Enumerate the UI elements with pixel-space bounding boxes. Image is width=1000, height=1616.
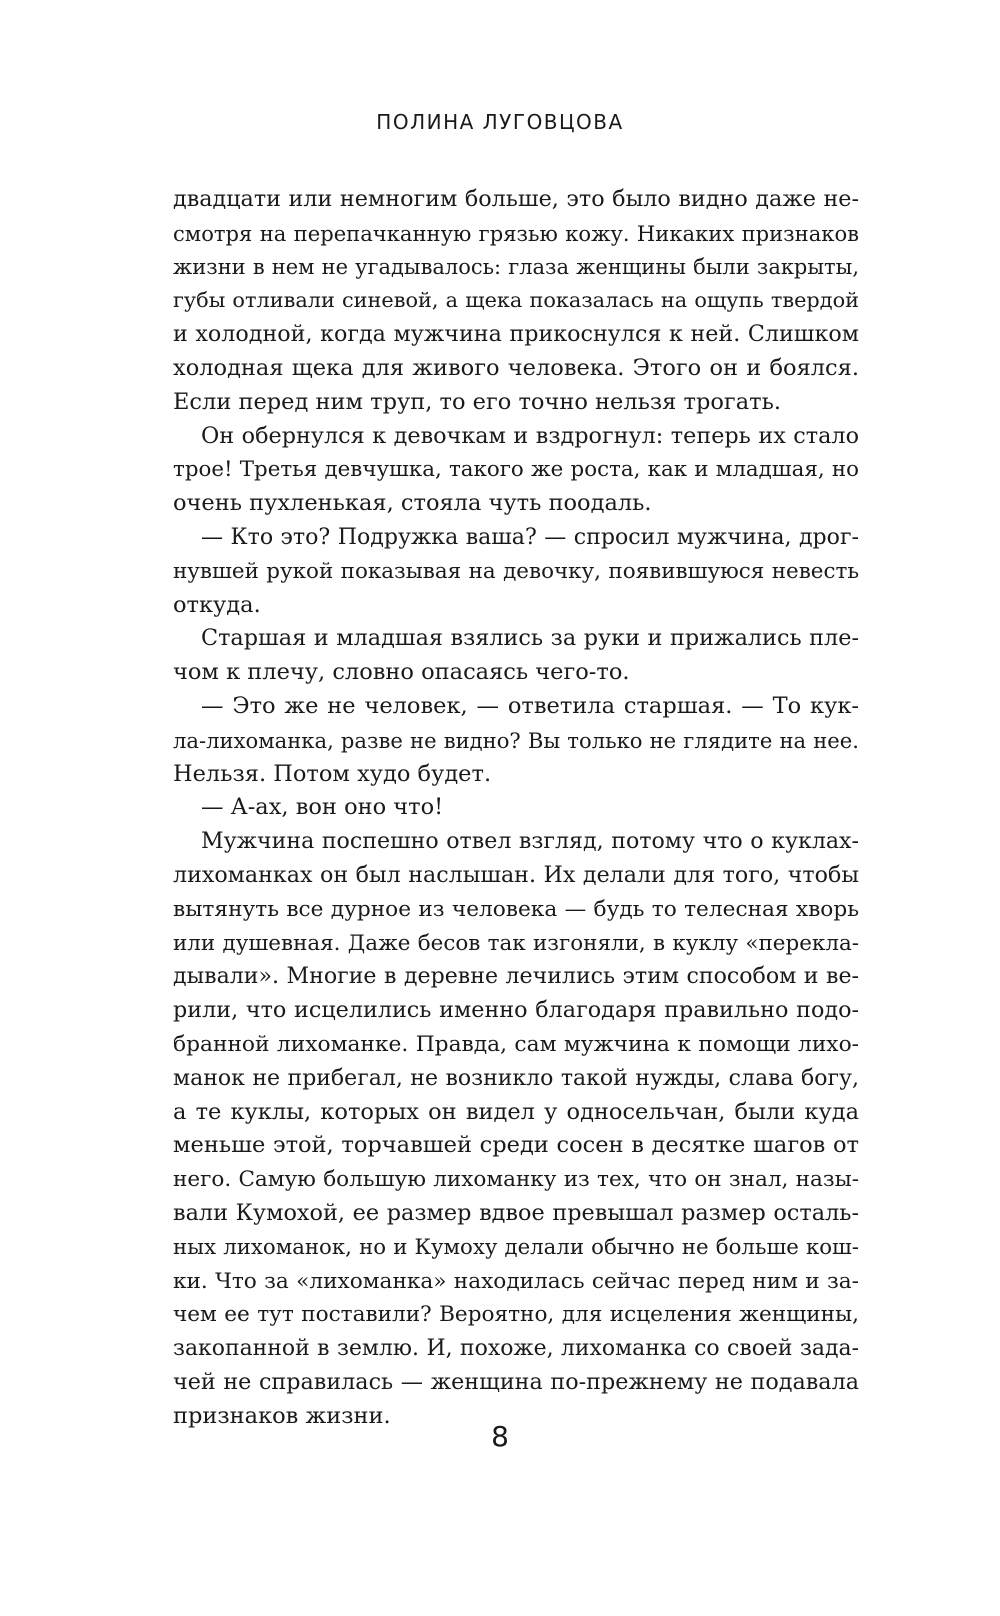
text-line: откуда. xyxy=(173,591,261,618)
running-header-author: ПОЛИНА ЛУГОВЦОВА xyxy=(376,110,624,134)
text-line: вали Кумохой, ее размер вдвое превышал размер осталь- xyxy=(173,1199,859,1226)
text-line: очень пухленькая, стояла чуть поодаль. xyxy=(173,490,652,517)
text-line: Нельзя. Потом худо будет. xyxy=(173,760,492,787)
text-line: трое! Третья девчушка, такого же роста, как и младшая, но xyxy=(173,457,859,483)
text-line: него. Самую большую лихоманку из тех, что он знал, назы- xyxy=(173,1167,859,1193)
page-number: 8 xyxy=(491,1420,509,1453)
text-line: меньше этой, торчавшей среди сосен в десятке шагов от xyxy=(173,1132,859,1159)
text-line: рили, что исцелились именно благодаря правильно подо- xyxy=(173,997,859,1024)
text-line: закопанной в землю. И, похоже, лихоманка со своей зада- xyxy=(173,1336,859,1362)
text-line: а те куклы, которых он видел у односельчан, были куда xyxy=(173,1098,859,1125)
text-line: Старшая и младшая взялись за руки и прижались пле- xyxy=(201,625,859,652)
text-line: Он обернулся к девочкам и вздрогнул: теперь их стало xyxy=(201,422,859,449)
text-line: чей не справилась — женщина по-прежнему не подавала xyxy=(173,1368,859,1395)
text-line: губы отливали синевой, а щека показалась на ощупь твердой xyxy=(173,288,859,313)
text-line: лихоманках он был наслышан. Их делали для того, чтобы xyxy=(173,861,859,888)
text-line: ки. Что за «лихоманка» находилась сейчас перед ним и за- xyxy=(173,1268,859,1294)
text-line: — Кто это? Подружка ваша? — спросил мужчина, дрог- xyxy=(201,524,859,550)
text-line: вытянуть все дурное из человека — будь то телесная хворь xyxy=(173,896,859,922)
body-text xyxy=(173,183,859,1433)
text-line: Мужчина поспешно отвел взгляд, потому что о куклах- xyxy=(201,828,859,855)
text-line: ных лихоманок, но и Кумоху делали обычно не больше кош- xyxy=(173,1234,859,1260)
text-line: чем ее тут поставили? Вероятно, для исцеления женщины, xyxy=(173,1302,859,1328)
text-line: холодная щека для живого человека. Этого он и боялся. xyxy=(173,354,859,381)
text-line: чом к плечу, словно опасаясь чего-то. xyxy=(173,659,630,686)
text-line: бранной лихоманке. Правда, сам мужчина к помощи лихо- xyxy=(173,1031,859,1057)
text-line: двадцати или немногим больше, это было видно даже не- xyxy=(173,186,859,212)
text-line: признаков жизни. xyxy=(173,1402,391,1429)
text-line: — А-ах, вон оно что! xyxy=(201,794,444,821)
text-line: — Это же не человек, — ответила старшая. — То кук- xyxy=(201,692,859,719)
text-line: нувшей рукой показывая на девочку, появившуюся невесть xyxy=(173,558,859,584)
text-line: манок не прибегал, не возникло такой нужды, слава богу, xyxy=(173,1065,859,1091)
text-line: дывали». Многие в деревне лечились этим способом и ве- xyxy=(173,963,859,990)
text-line: ла-лихоманка, разве не видно? Вы только не глядите на нее. xyxy=(173,727,859,753)
text-line: жизни в нем не угадывалось: глаза женщины были закрыты, xyxy=(173,254,859,279)
text-line: или душевная. Даже бесов так изгоняли, в куклу «перекла- xyxy=(173,930,859,956)
text-line: Если перед ним труп, то его точно нельзя трогать. xyxy=(173,388,781,415)
text-line: смотря на перепачканную грязью кожу. Никаких признаков xyxy=(173,220,859,246)
text-line: и холодной, когда мужчина прикоснулся к ней. Слишком xyxy=(173,321,859,348)
